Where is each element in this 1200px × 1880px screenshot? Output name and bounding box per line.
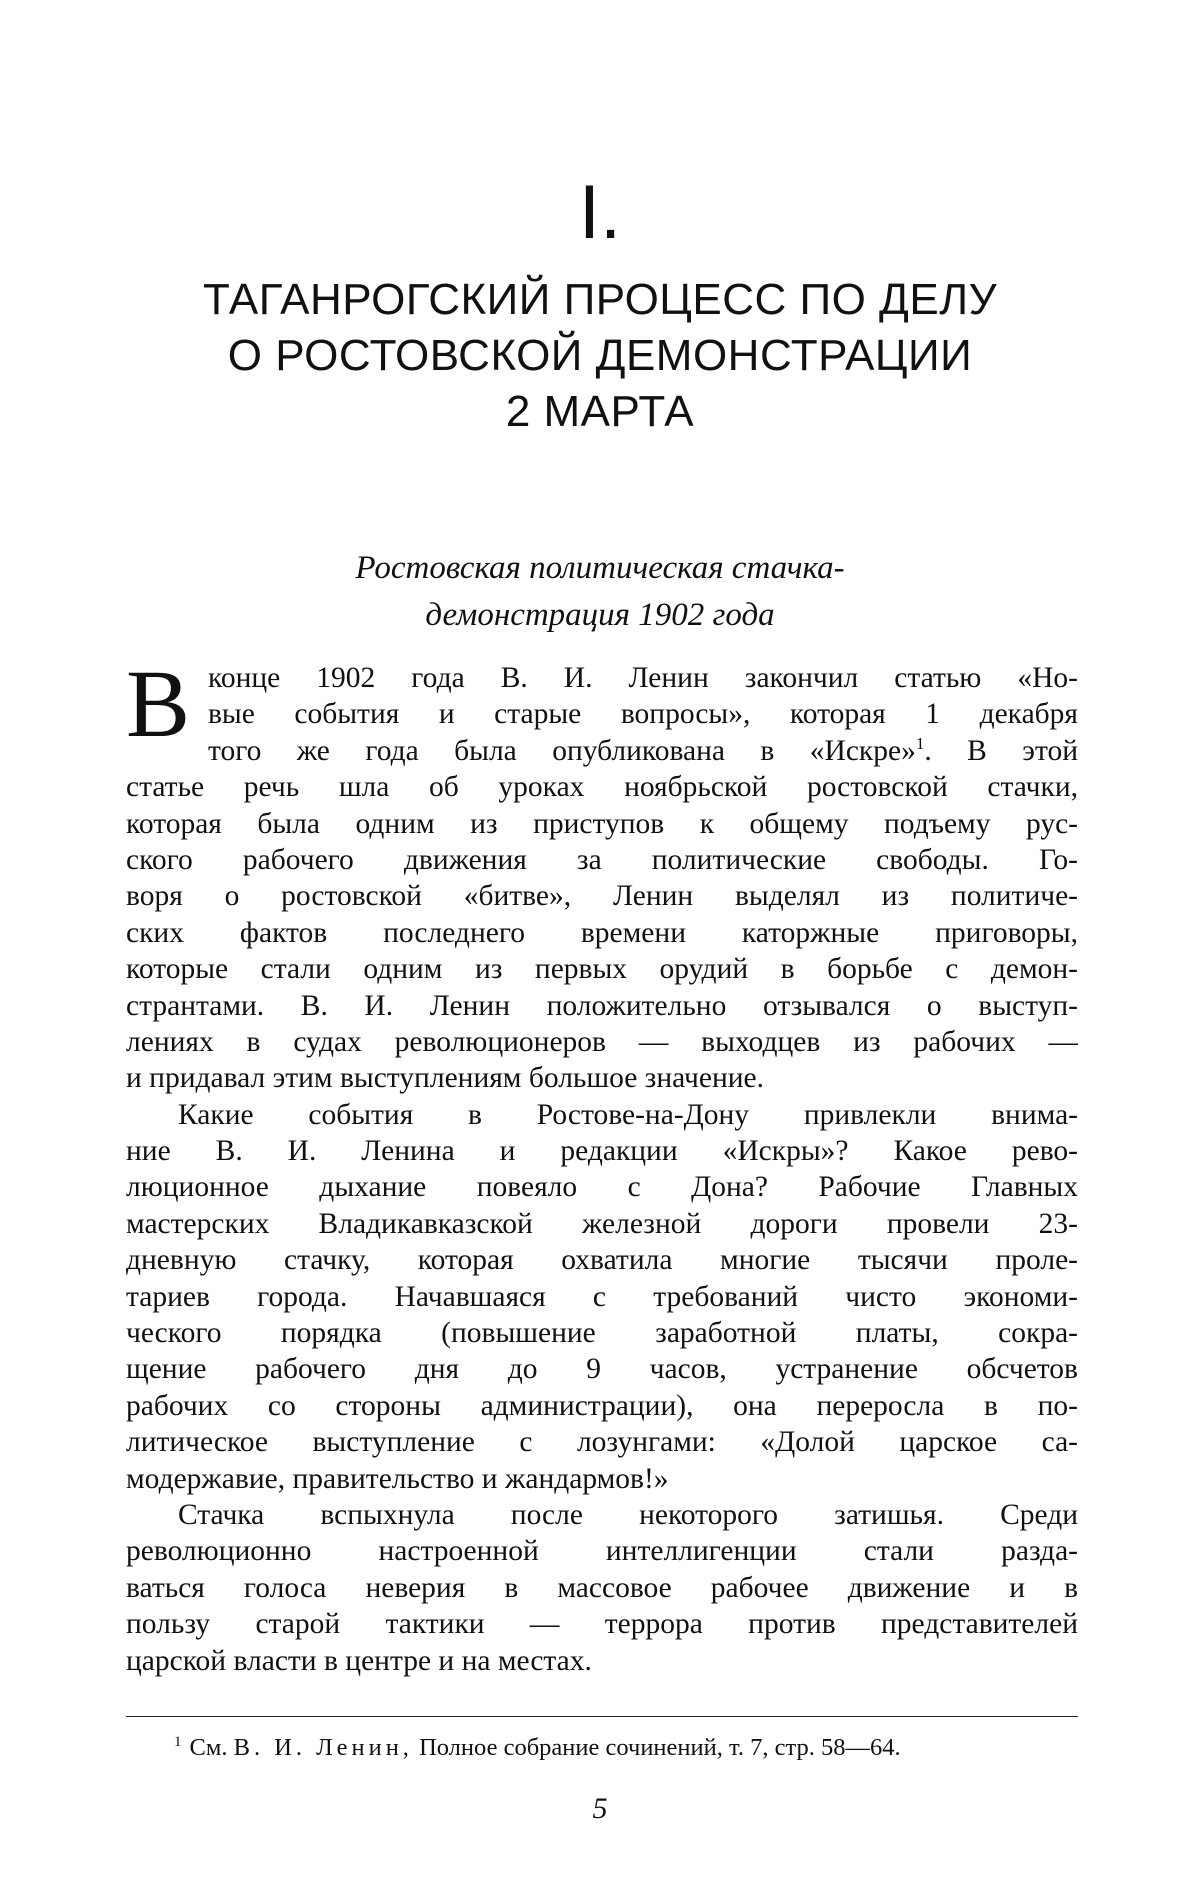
footnote-author: В. И. Ленин,: [233, 1734, 413, 1762]
text-line: мастерских Владикавказской железной дороги провели 23-: [126, 1207, 1078, 1240]
text-line: щение рабочего дня до 9 часов, устранение обсчетов: [126, 1353, 1078, 1386]
text-line: воря о ростовской «битве», Ленин выделял из политиче-: [126, 880, 1078, 913]
text-fragment: того же года была опубликована в «Искре»: [208, 734, 916, 767]
text-line: революционно настроенной интеллигенции стали разда-: [126, 1535, 1078, 1568]
text-line: ние В. И. Ленина и редакции «Искры»? Какое рево-: [126, 1135, 1078, 1168]
text-line: модержавие, правительство и жандармов!»: [126, 1462, 669, 1495]
paragraph: [126, 650, 1078, 1097]
text-line: литическое выступление с лозунгами: «Долой царское са-: [126, 1426, 1078, 1459]
chapter-title: [120, 272, 1080, 440]
paragraph: [126, 1497, 1078, 1679]
text-line: ческого порядка (повышение заработной платы, сокра-: [126, 1317, 1078, 1350]
text-line: которая была одним из приступов к общему подъему рус-: [126, 807, 1078, 840]
text-line: [126, 733, 1078, 769]
text-line: рабочих со стороны администрации), она переросла в по-: [126, 1389, 1078, 1422]
text-line: лениях в судах революционеров — выходцев из рабочих —: [126, 1025, 1078, 1058]
text-line: царской власти в центре и на местах.: [126, 1644, 592, 1677]
page-number: 5: [592, 1792, 608, 1825]
text-line: и придавал этим выступлениям большое значение.: [126, 1062, 765, 1095]
text-line: люционное дыхание повеяло с Дона? Рабочие Главных: [126, 1171, 1078, 1204]
footnote-text: Полное собрание сочинений, т. 7, стр. 58—64.: [419, 1734, 901, 1762]
footnote-mark: 1: [174, 1734, 182, 1750]
paragraph: [126, 1097, 1078, 1497]
footnote-prefix: См.: [189, 1734, 228, 1762]
text-line: ваться голоса неверия в массовое рабочее движение и в: [126, 1571, 1078, 1604]
text-line: тариев города. Начавшаяся с требований чисто экономи-: [126, 1280, 1078, 1313]
drop-cap: В: [126, 650, 191, 757]
section-title-line: Ростовская политическая стачка-: [355, 550, 845, 586]
text-line: статье речь шла об уроках ноябрьской ростовской стачки,: [126, 771, 1078, 804]
text-fragment: . В этой: [924, 734, 1078, 767]
text-line: ского рабочего движения за политические свободы. Го-: [126, 843, 1078, 876]
text-line: вые события и старые вопросы», которая 1 декабря: [208, 698, 1078, 731]
text-line: ских фактов последнего времени каторжные приговоры,: [126, 916, 1078, 949]
text-line: Стачка вспыхнула после некоторого затишья. Среди: [178, 1498, 1078, 1531]
text-line: конце 1902 года В. И. Ленин закончил статью «Но-: [208, 662, 1078, 694]
section-title-line: демонстрация 1902 года: [425, 597, 775, 633]
text-line: пользу старой тактики — террора против представителей: [126, 1608, 1078, 1641]
body-text: [126, 650, 1078, 1679]
footnote: [174, 1726, 1078, 1764]
text-line: странтами. В. И. Ленин положительно отзывался о выступ-: [126, 989, 1078, 1022]
text-line: Какие события в Ростове-на-Дону привлекли внима-: [178, 1098, 1078, 1131]
text-line: дневную стачку, которая охватила многие тысячи проле-: [126, 1244, 1078, 1277]
chapter-numeral: I.: [578, 170, 622, 255]
footnote-reference[interactable]: 1: [915, 733, 925, 753]
chapter-title-line: 2 МАРТА: [505, 387, 695, 436]
footnote-divider: [126, 1716, 1078, 1717]
chapter-title-line: О РОСТОВСКОЙ ДЕМОНСТРАЦИИ: [227, 331, 973, 380]
section-title: [200, 545, 1000, 639]
text-line: которые стали одним из первых орудий в борьбе с демон-: [126, 953, 1078, 986]
chapter-title-line: ТАГАНРОГСКИЙ ПРОЦЕСС ПО ДЕЛУ: [202, 275, 998, 324]
